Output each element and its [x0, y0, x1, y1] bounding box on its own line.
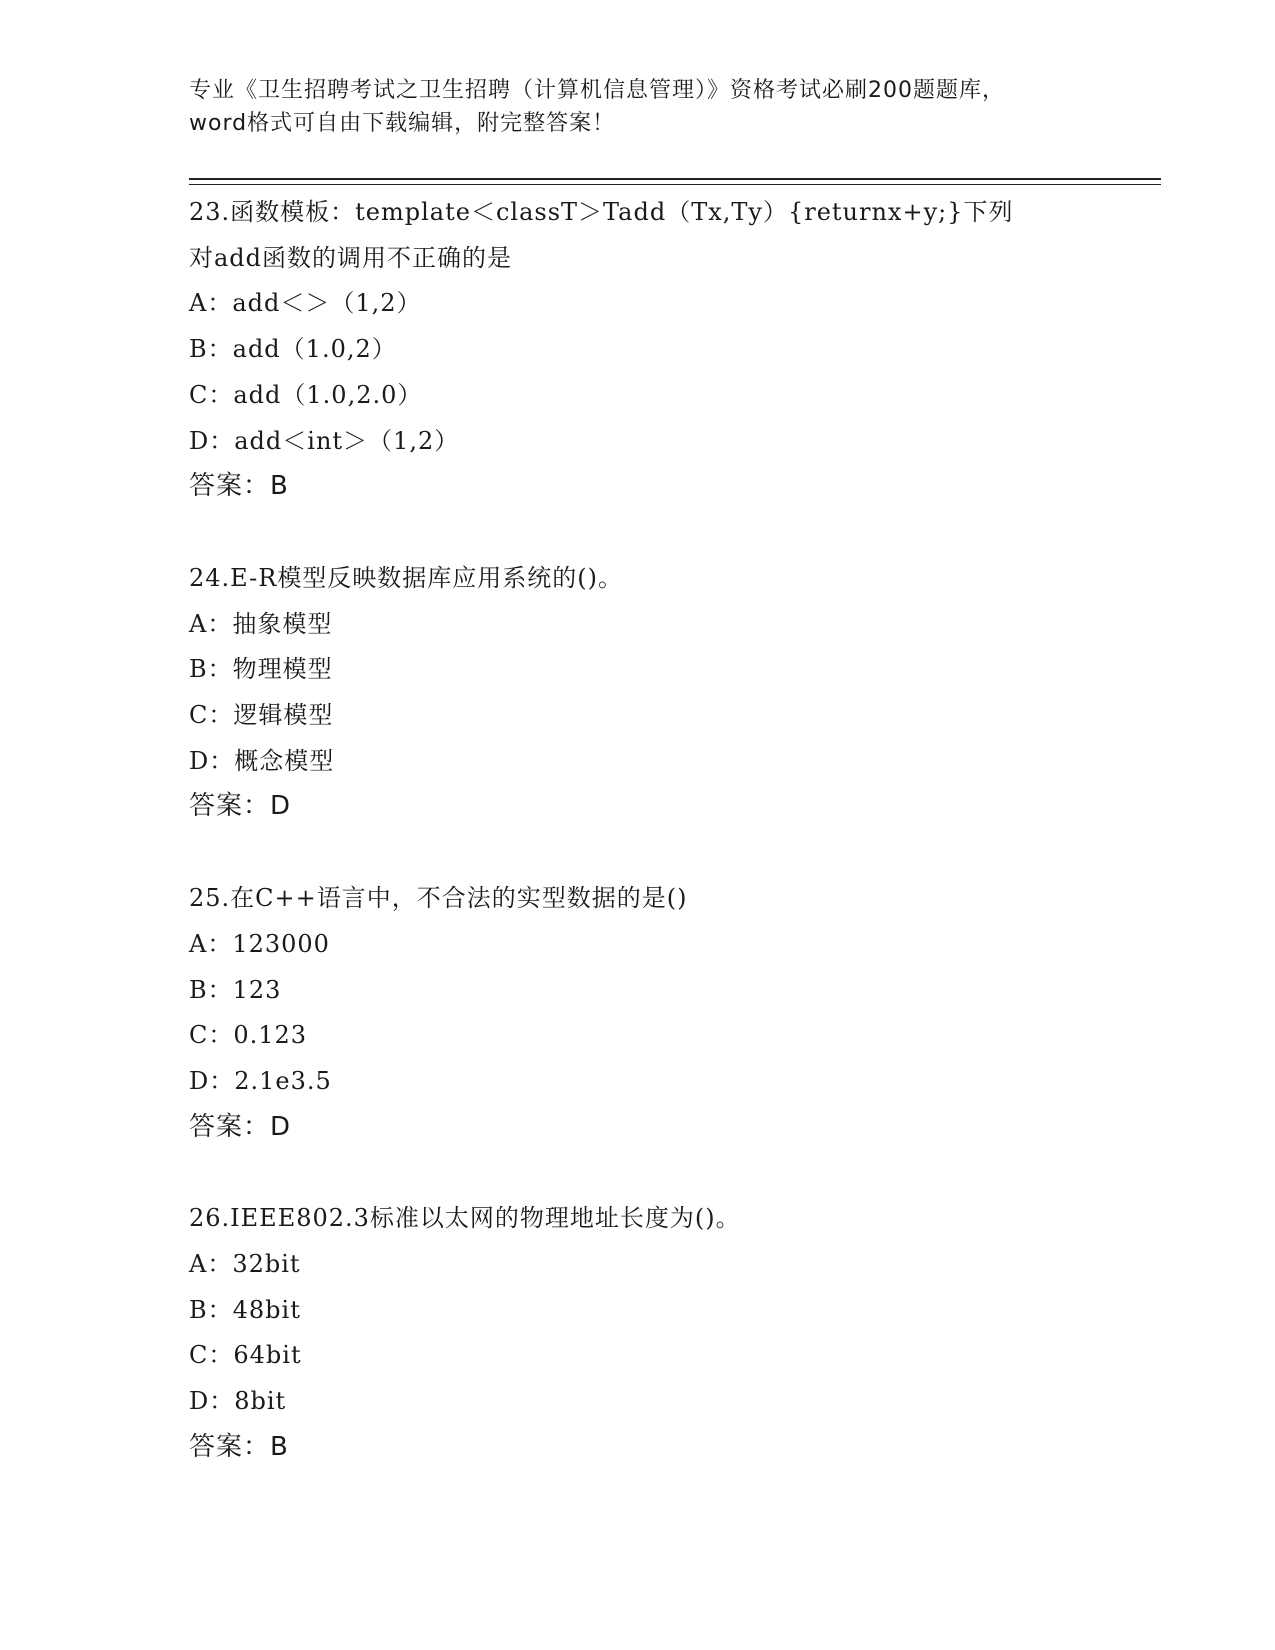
option-b: B：123: [189, 975, 282, 1004]
option-a: A：32bit: [189, 1250, 301, 1279]
question-23: [189, 190, 1089, 510]
question-26: [189, 1196, 1089, 1470]
option-a: A：add＜＞（1,2）: [189, 289, 422, 318]
option-c: C：add（1.0,2.0）: [189, 380, 423, 409]
option-c: C：0.123: [189, 1021, 308, 1050]
question-stem: 23.函数模板：template＜classT＞Tadd（Tx,Ty）{returnx+y;}下列: [189, 198, 1014, 226]
document-header: [189, 74, 1089, 140]
option-b: B：48bit: [189, 1295, 301, 1324]
option-a: A：123000: [189, 929, 330, 958]
header-line-1: 专业《卫生招聘考试之卫生招聘（计算机信息管理）》资格考试必刷200题题库，: [189, 78, 1005, 103]
answer: 答案：B: [189, 471, 289, 502]
question-24: [189, 556, 1089, 830]
header-divider-thick: [189, 178, 1161, 180]
header-divider-thin: [189, 184, 1161, 185]
option-b: B：add（1.0,2）: [189, 335, 397, 364]
option-c: C：逻辑模型: [189, 701, 334, 730]
answer: 答案：B: [189, 1431, 289, 1462]
option-c: C：64bit: [189, 1341, 302, 1370]
option-d: D：2.1e3.5: [189, 1066, 332, 1095]
question-stem: 25.在C++语言中，不合法的实型数据的是(): [189, 884, 688, 913]
option-d: D：8bit: [189, 1387, 287, 1416]
question-25: [189, 876, 1089, 1150]
question-stem-continued: 对add函数的调用不正确的是: [189, 243, 513, 272]
option-b: B：物理模型: [189, 655, 333, 684]
option-d: D：add＜int＞（1,2）: [189, 426, 460, 455]
header-line-2: word格式可自由下载编辑，附完整答案！: [189, 111, 616, 136]
option-d: D：概念模型: [189, 746, 335, 775]
answer: 答案：D: [189, 1111, 292, 1142]
answer: 答案：D: [189, 791, 292, 822]
question-stem: 26.IEEE802.3标准以太网的物理地址长度为()。: [189, 1204, 741, 1233]
option-a: A：抽象模型: [189, 609, 333, 638]
question-stem: 24.E-R模型反映数据库应用系统的()。: [189, 563, 624, 592]
question-list: [189, 190, 1089, 1517]
